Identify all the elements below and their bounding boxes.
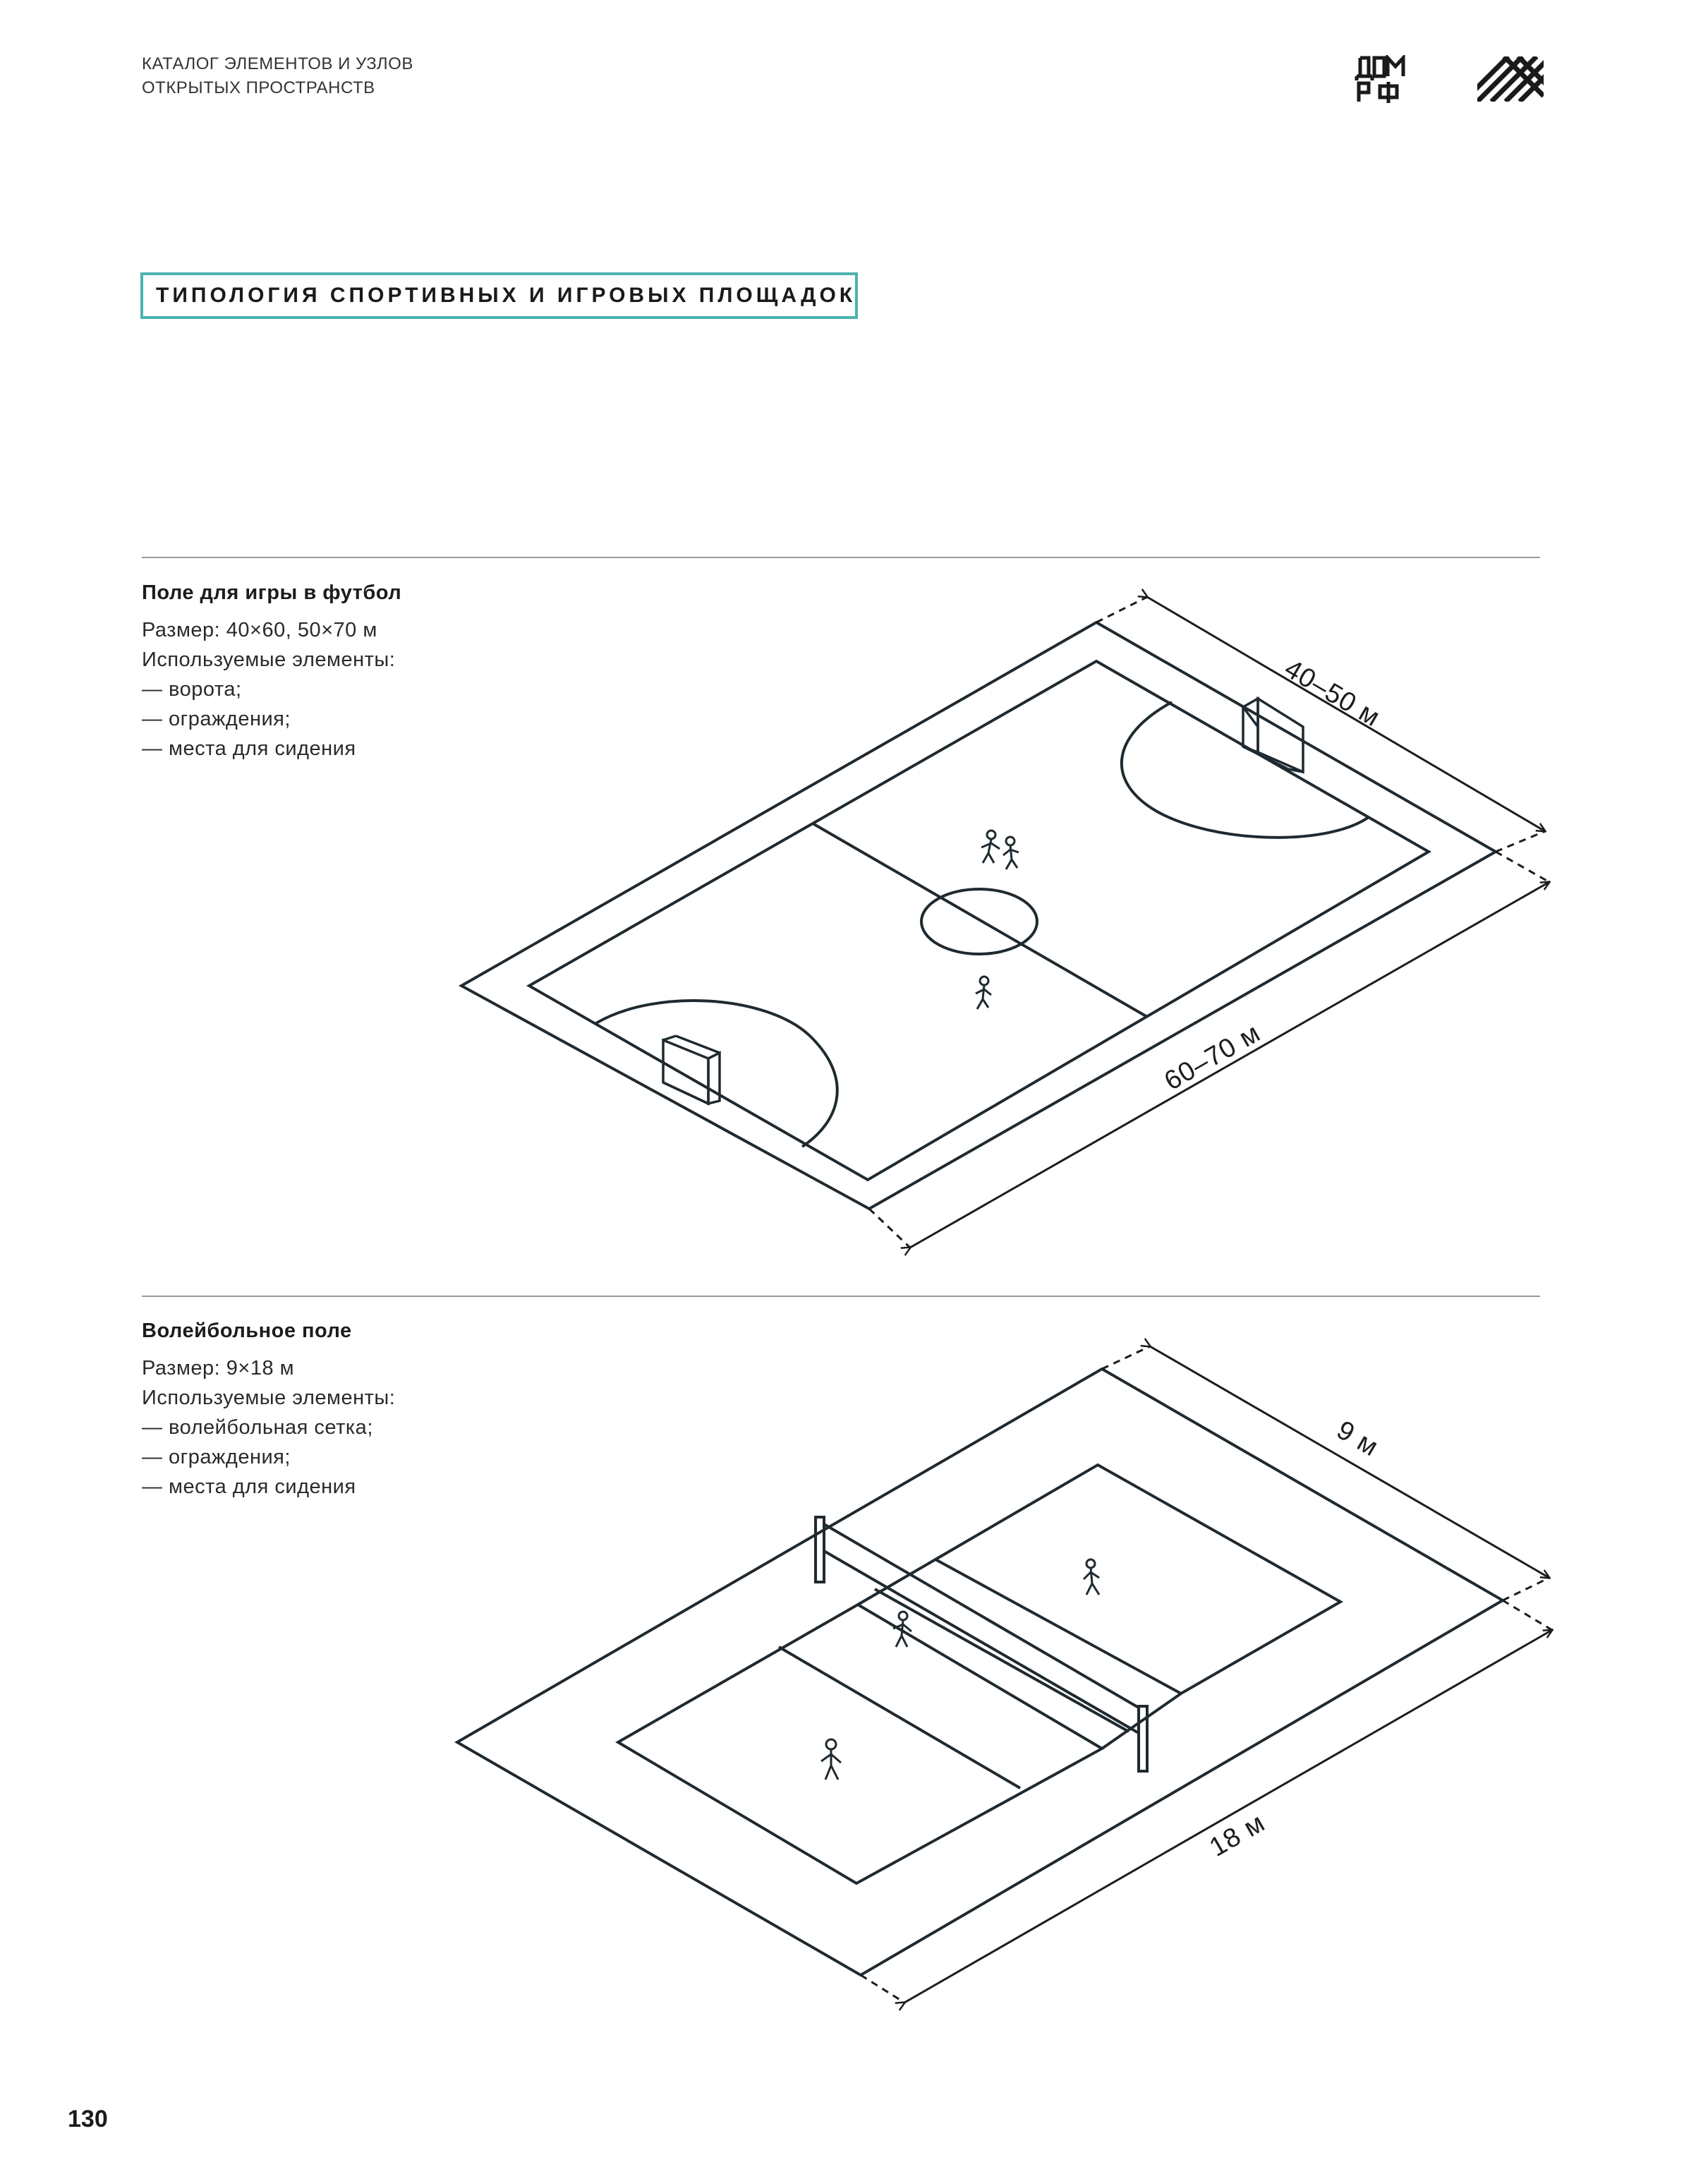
- player-figure: [821, 1739, 841, 1780]
- football-goal-bottom: [663, 1036, 720, 1104]
- section-title: ТИПОЛОГИЯ СПОРТИВНЫХ И ИГРОВЫХ ПЛОЩАДОК: [156, 284, 856, 307]
- volleyball-players: [821, 1559, 1099, 1780]
- page-number: 130: [68, 2106, 108, 2132]
- volleyball-court-far-half: [935, 1465, 1340, 1694]
- volleyball-dimensions: [861, 1346, 1552, 2003]
- football-center-line: [813, 823, 1147, 1017]
- volleyball-net: [816, 1517, 1147, 1771]
- football-penalty-area-top: [1122, 702, 1369, 838]
- volleyball-court-near-half: [618, 1605, 1102, 1883]
- football-center-circle: [921, 889, 1037, 954]
- football-elements-label: Используемые элементы:: [142, 648, 396, 671]
- football-width-label: 40–50 м: [1279, 653, 1386, 733]
- player-figure: [981, 831, 1000, 863]
- volleyball-size: Размер: 9×18 м: [142, 1357, 295, 1380]
- volleyball-attack-line-far: [875, 1589, 1129, 1732]
- volleyball-elements-label: Используемые элементы:: [142, 1387, 396, 1409]
- player-figure: [976, 977, 991, 1009]
- football-length-label: 60–70 м: [1159, 1018, 1266, 1097]
- football-size: Размер: 40×60, 50×70 м: [142, 619, 377, 641]
- volleyball-width-label: 9 м: [1331, 1415, 1384, 1463]
- volleyball-item-net: — волейбольная сетка;: [142, 1416, 373, 1439]
- player-figure: [893, 1612, 911, 1647]
- player-figure: [1003, 837, 1019, 869]
- volleyball-attack-line-near: [779, 1647, 1020, 1788]
- volleyball-item-fences: — ограждения;: [142, 1446, 291, 1468]
- football-players: [976, 831, 1019, 1009]
- football-item-fences: — ограждения;: [142, 708, 291, 730]
- volleyball-title: Волейбольное поле: [142, 1320, 352, 1342]
- header-line-1: КАТАЛОГ ЭЛЕМЕНТОВ И УЗЛОВ: [142, 54, 413, 73]
- football-title: Поле для игры в футбол: [142, 581, 402, 604]
- football-item-goals: — ворота;: [142, 678, 242, 701]
- volleyball-length-label: 18 м: [1204, 1807, 1271, 1863]
- header-line-2: ОТКРЫТЫХ ПРОСТРАНСТВ: [142, 78, 375, 97]
- player-figure: [1084, 1559, 1099, 1595]
- volleyball-item-seats: — места для сидения: [142, 1475, 356, 1498]
- football-item-seats: — места для сидения: [142, 737, 356, 760]
